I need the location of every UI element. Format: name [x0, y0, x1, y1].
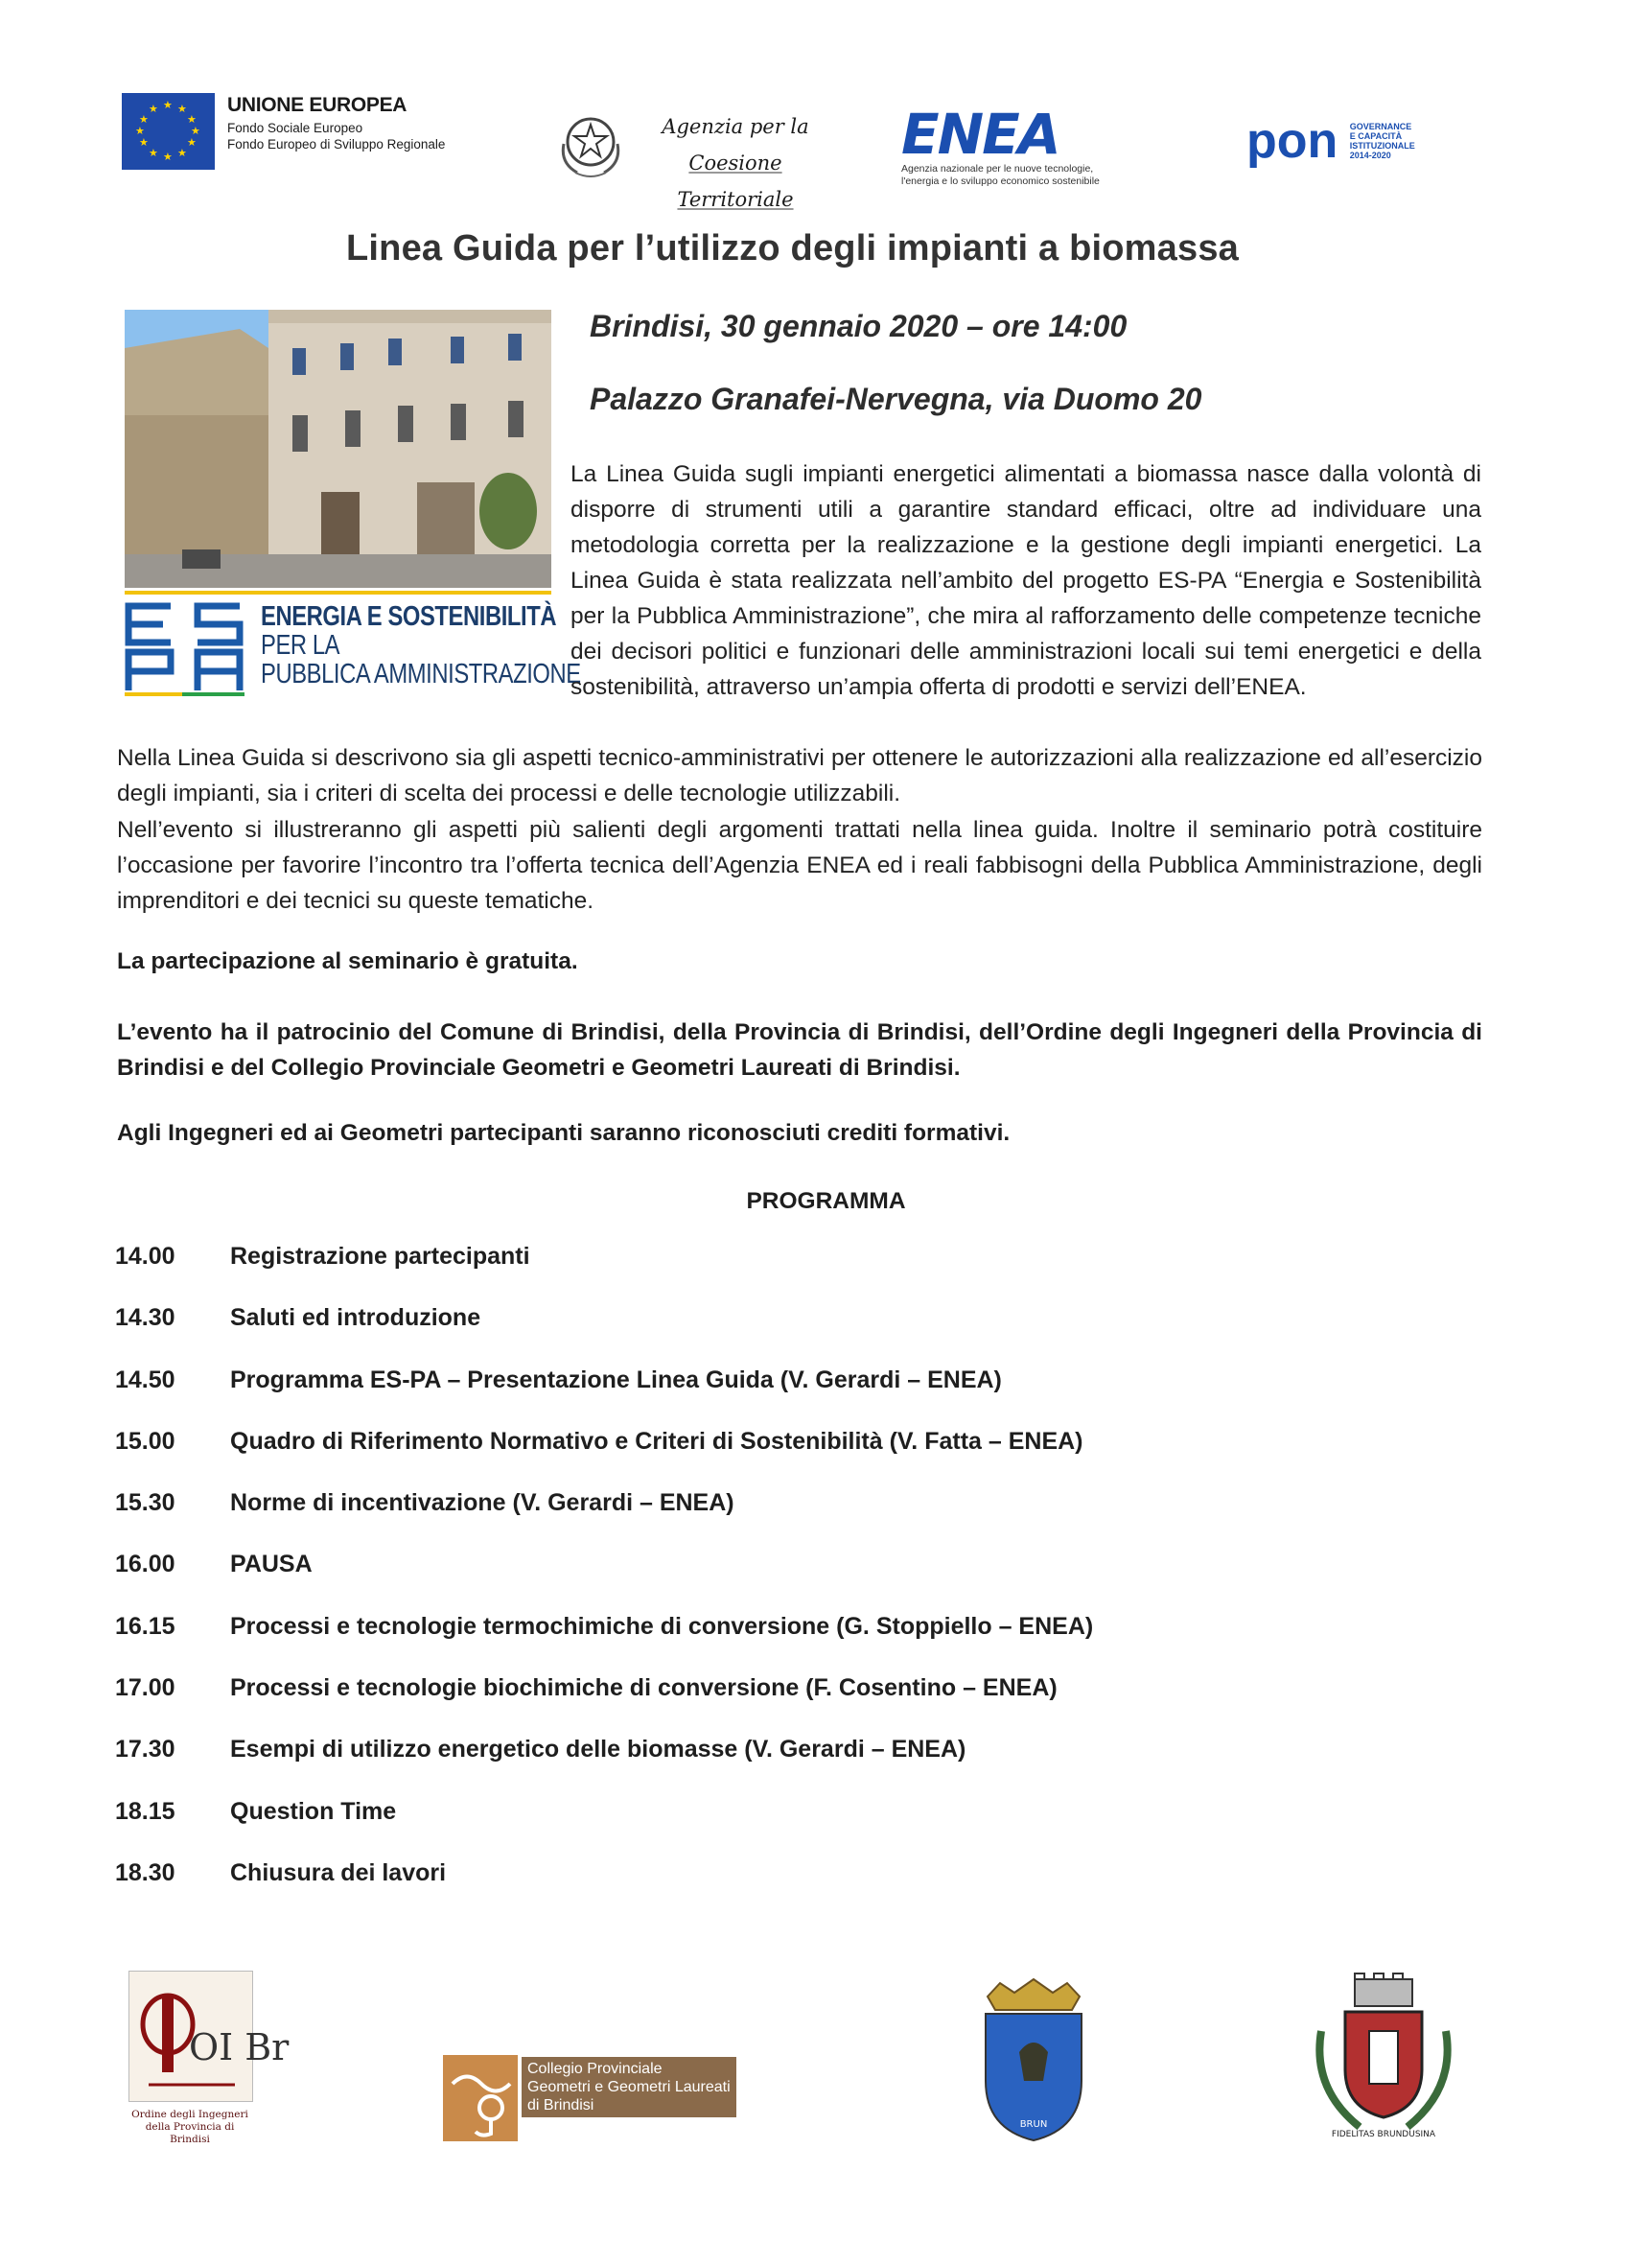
schedule-row [115, 1736, 1477, 1797]
schedule-row [115, 1798, 1477, 1859]
schedule-activity: Quadro di Riferimento Normativo e Criteri di Sostenibilità (V. Fatta – ENEA) [230, 1427, 1083, 1455]
enea-line1: Agenzia nazionale per le nuove tecnologie, [901, 163, 1094, 175]
enea-mark: ENEA [901, 102, 1059, 167]
schedule-time: 18.15 [115, 1797, 175, 1825]
collegio-line2: Geometri e Geometri Laureati [527, 2079, 731, 2095]
schedule-row [115, 1551, 1477, 1612]
pon-gov1: GOVERNANCE [1349, 122, 1412, 131]
comune-shield-icon [1302, 1973, 1465, 2141]
collegio-line1: Collegio Provinciale [527, 2061, 663, 2077]
schedule-row [115, 1366, 1477, 1428]
event-date: Brindisi, 30 gennaio 2020 – ore 14:00 [590, 309, 1128, 343]
collegio-mark-icon [443, 2055, 518, 2141]
palazzo-photo [125, 310, 551, 588]
collegio-geometri-logo [443, 2055, 798, 2114]
page-title: Linea Guida per l’utilizzo degli impianti a biomassa [345, 228, 1239, 269]
schedule-activity: Saluti ed introduzione [230, 1304, 481, 1332]
agency-line2: Coesione Territoriale [677, 152, 794, 211]
eu-title: UNIONE EUROPEA [227, 94, 407, 116]
eu-flag-icon: ★ ★ ★ ★ ★ ★ ★ ★ ★ ★ ★ ★ [122, 93, 215, 170]
agency-line1: Agenzia per la [662, 115, 809, 138]
schedule-row [115, 1489, 1477, 1551]
agency-logo [635, 108, 836, 218]
schedule-activity: Chiusura dei lavori [230, 1858, 447, 1886]
ordine-mark-icon [129, 1972, 290, 2101]
body-paragraph-1: Nella Linea Guida si descrivono sia gli aspetti tecnico-amministrativi per ottenere le autorizzazioni alla realizzazione ed all’esercizio degli impianti, sia i criteri di scelta dei processi e delle tecnologie utilizzabili. [117, 745, 1482, 806]
schedule-activity: Norme di incentivazione (V. Gerardi – ENEA) [230, 1489, 734, 1517]
espa-logo [125, 587, 581, 716]
schedule-activity: PAUSA [230, 1551, 313, 1578]
collegio-line3: di Brindisi [527, 2097, 594, 2114]
schedule-time: 16.15 [115, 1612, 175, 1640]
schedule-row [115, 1613, 1477, 1674]
body-paragraph-2: Nell’evento si illustreranno gli aspetti più salienti degli argomenti trattati nella linea guida. Inoltre il seminario potrà costituire l’occasione per favorire l’incontro tra l’offerta tecnica dell’Agenzia ENEA ed i reali fabbisogni della Pubblica Amministrazione, degli imprenditori e dei tecnici su queste tematiche. [117, 817, 1482, 914]
enea-logo [901, 102, 1179, 188]
schedule-time: 18.30 [115, 1858, 175, 1886]
pon-mark: pon [1246, 113, 1338, 169]
schedule-activity: Question Time [230, 1797, 397, 1825]
pon-gov2: E CAPACITÀ [1349, 131, 1403, 141]
schedule-activity: Registrazione partecipanti [230, 1243, 530, 1270]
ordine-mark: OI Br [189, 2026, 290, 2068]
ordine-line3: Brindisi [170, 2134, 210, 2145]
espa-line2: PER LA [261, 630, 340, 661]
provincia-shield-icon [976, 1975, 1091, 2143]
schedule-time: 14.30 [115, 1304, 175, 1332]
enea-line2: l'energia e lo sviluppo economico sostenibile [901, 175, 1100, 187]
espa-mark-icon [125, 600, 244, 696]
schedule-row [115, 1859, 1477, 1921]
eu-line2: Fondo Europeo di Sviluppo Regionale [227, 137, 446, 152]
ordine-line1: Ordine degli Ingegneri [131, 2109, 248, 2120]
schedule-row [115, 1674, 1477, 1736]
comune-motto: FIDELITAS BRUNDUSINA [1331, 2130, 1436, 2139]
event-place: Palazzo Granafei-Nervegna, via Duomo 20 [590, 382, 1202, 416]
schedule-row [115, 1428, 1477, 1489]
schedule-time: 15.30 [115, 1489, 175, 1517]
schedule-activity: Processi e tecnologie termochimiche di conversione (G. Stoppiello – ENEA) [230, 1612, 1094, 1640]
pon-logo [1246, 113, 1477, 169]
ordine-ingegneri-logo [123, 1971, 290, 2145]
espa-line1: ENERGIA E SOSTENIBILITÀ [261, 601, 557, 632]
eu-line1: Fondo Sociale Europeo [227, 121, 363, 135]
patronage-paragraph: L’evento ha il patrocinio del Comune di Brindisi, della Provincia di Brindisi, dell’Ordine degli Ingegneri della Provincia di Brindisi e del Collegio Provinciale Geometri e Geometri Laureati di Brindisi. [117, 1019, 1482, 1081]
schedule-time: 14.00 [115, 1243, 175, 1270]
schedule-time: 15.00 [115, 1427, 175, 1455]
pon-gov4: 2014-2020 [1349, 151, 1391, 160]
espa-line3: PUBBLICA AMMINISTRAZIONE [261, 659, 581, 689]
schedule-activity: Processi e tecnologie biochimiche di conversione (F. Cosentino – ENEA) [230, 1674, 1058, 1702]
schedule-time: 16.00 [115, 1551, 175, 1578]
intro-paragraph: La Linea Guida sugli impianti energetici alimentati a biomassa nasce dalla volontà di disporre di strumenti utili a garantire standard efficaci, oltre ad individuare una metodologia corretta per la realizzazione e la gestione degli impianti energetici. La Linea Guida è stata realizzata nell’ambito del progetto ES-PA “Energia e Sostenibilità per la Pubblica Amministrazione”, che mira al rafforzamento delle competenze tecniche dei decisori politici e funzionari delle amministrazioni locali sui temi energetici e della sostenibilità, attraverso un’ampia offerta di prodotti e servizi dell’ENEA. [570, 461, 1481, 700]
programma-heading: PROGRAMMA [746, 1188, 906, 1214]
schedule-row [115, 1243, 1477, 1304]
schedule-activity: Programma ES-PA – Presentazione Linea Guida (V. Gerardi – ENEA) [230, 1366, 1002, 1393]
italian-emblem-icon [556, 105, 625, 180]
ordine-line2: della Provincia di [145, 2121, 235, 2133]
schedule-list [115, 1243, 1477, 1921]
schedule-row [115, 1304, 1477, 1366]
schedule-activity: Esempi di utilizzo energetico delle biomasse (V. Gerardi – ENEA) [230, 1736, 966, 1763]
eu-logo-text [227, 94, 477, 152]
schedule-time: 17.00 [115, 1674, 175, 1702]
credits-note: Agli Ingegneri ed ai Geometri partecipanti saranno riconosciuti crediti formativi. [117, 1120, 1011, 1146]
provincia-motto: BRUN [1019, 2119, 1048, 2130]
pon-gov3: ISTITUZIONALE [1349, 141, 1415, 151]
schedule-time: 14.50 [115, 1366, 175, 1393]
schedule-time: 17.30 [115, 1736, 175, 1763]
free-participation: La partecipazione al seminario è gratuita. [117, 948, 578, 974]
